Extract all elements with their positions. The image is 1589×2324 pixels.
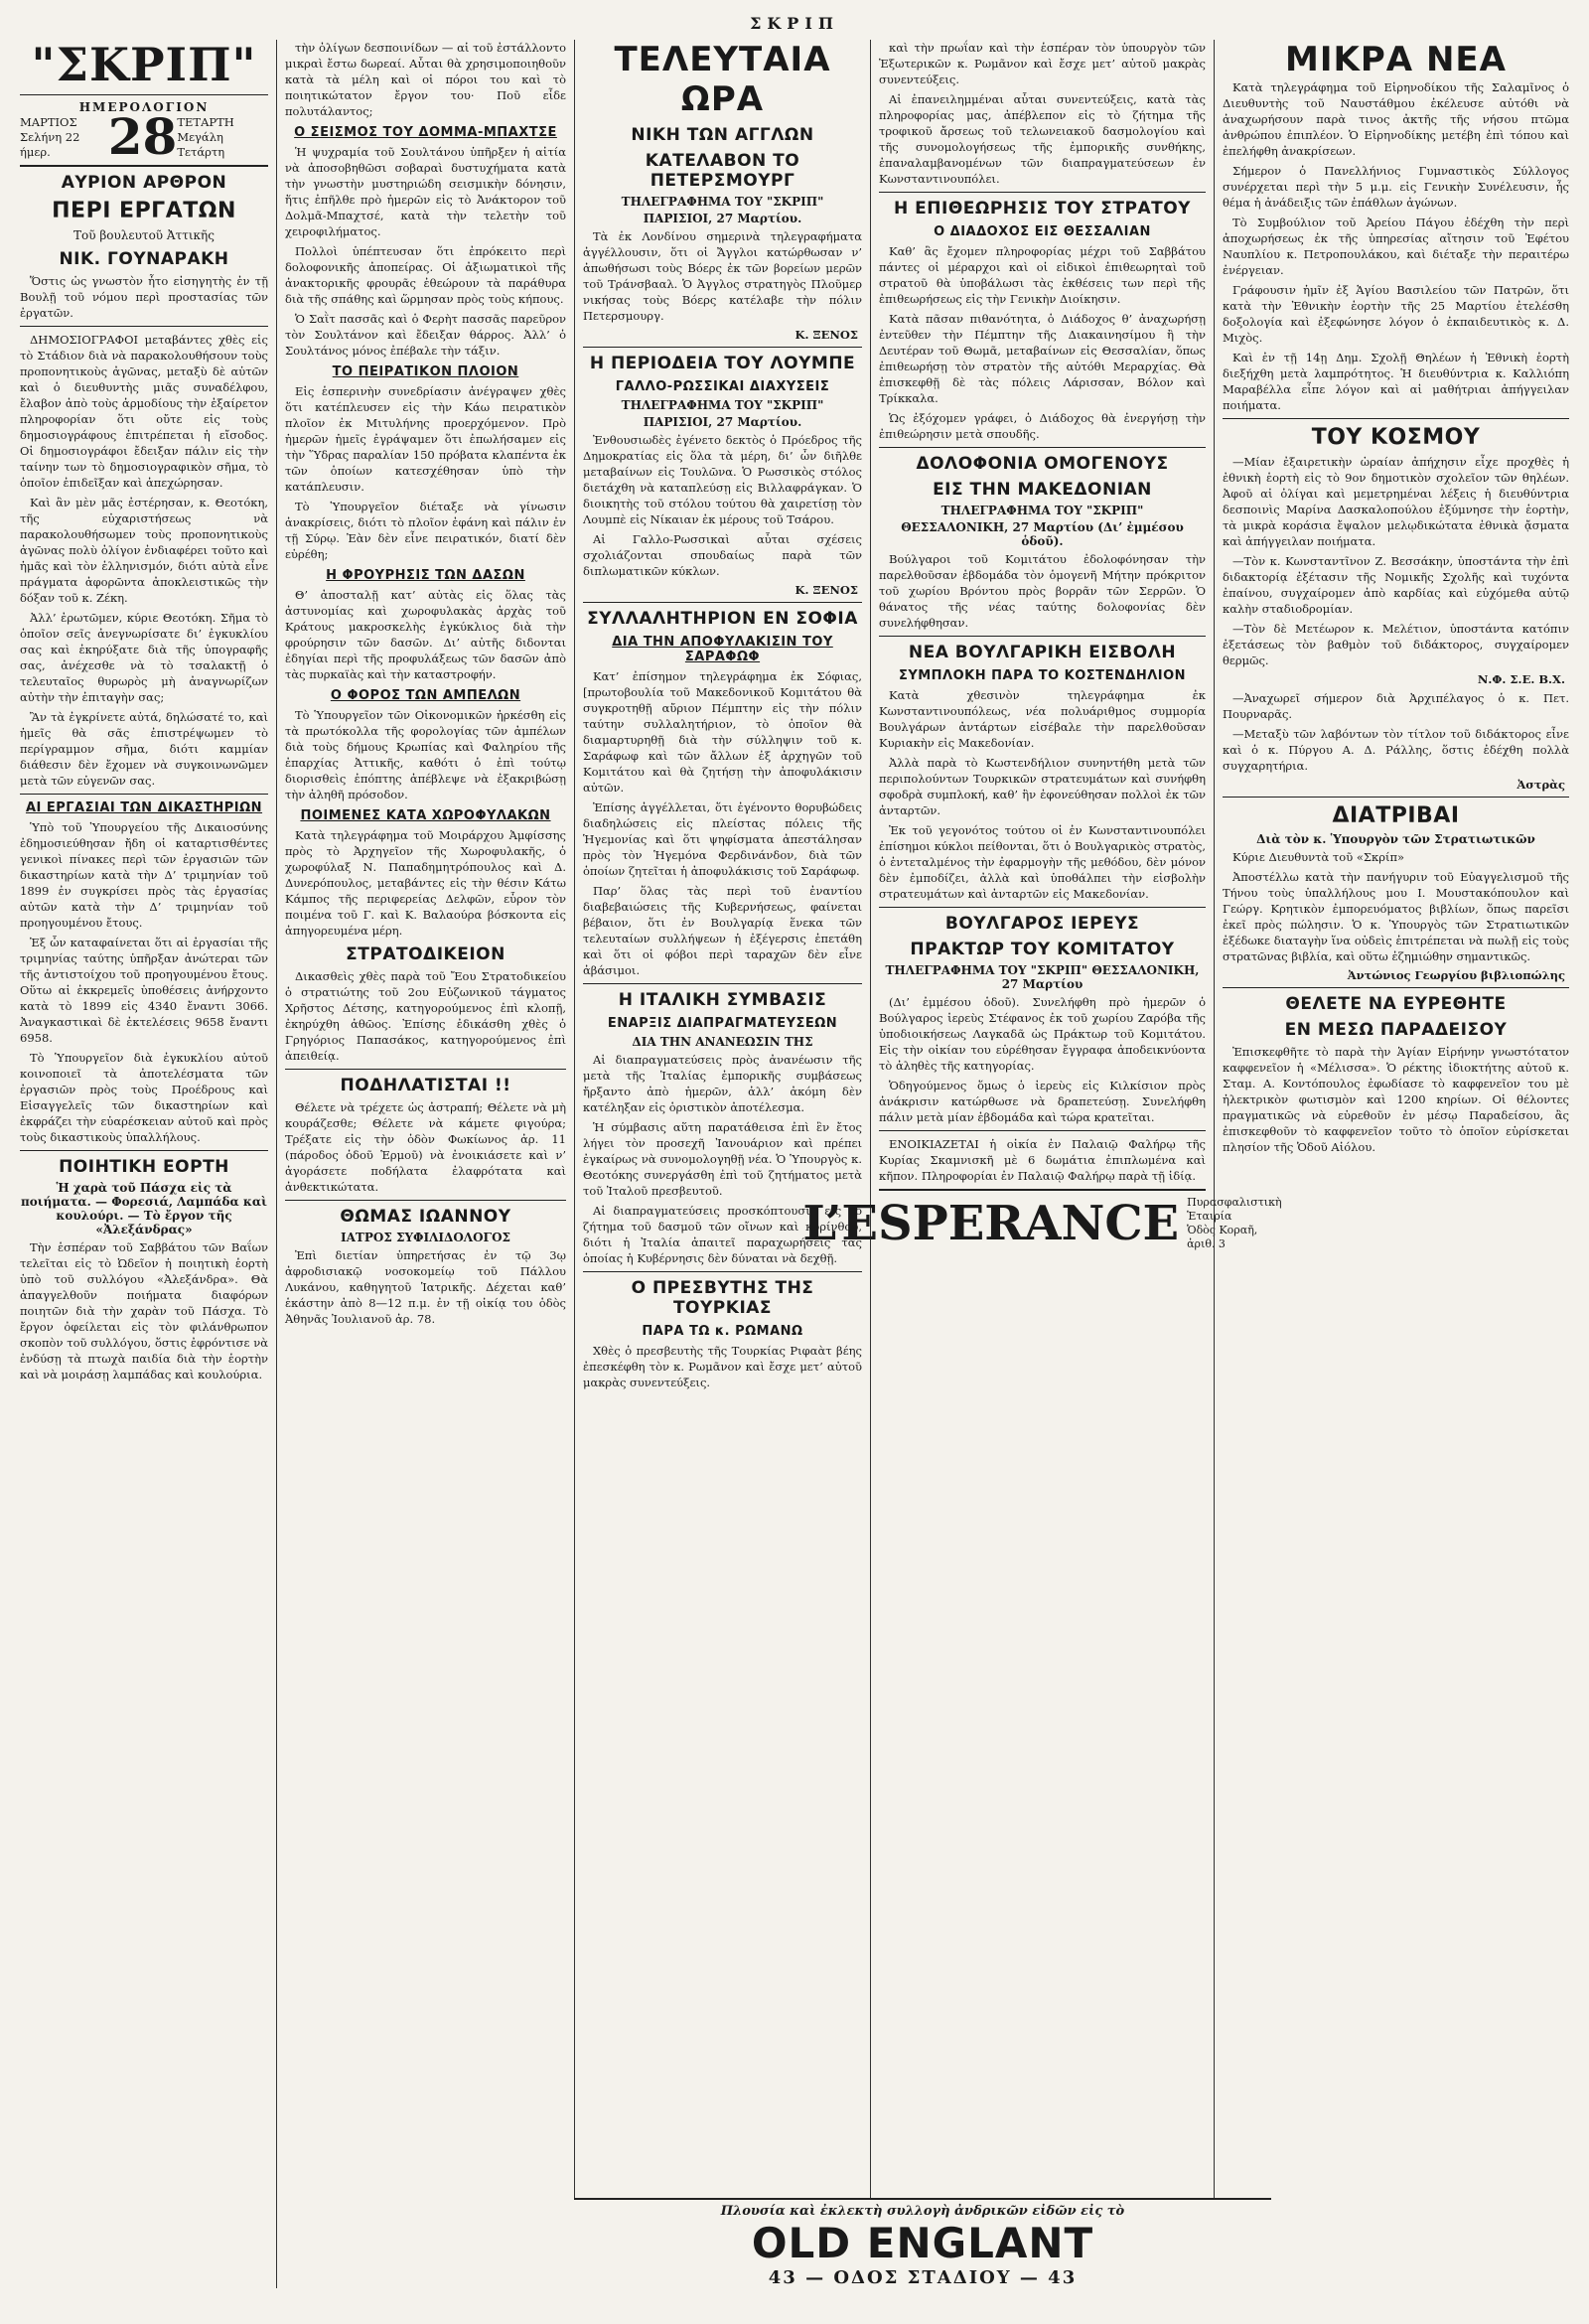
signature: Ἀστρὰς (1517, 778, 1565, 792)
esperance-ad (802, 1196, 1282, 1251)
article-paragraph: Παρ’ ὅλας τὰς περὶ τοῦ ἐναντίου διαβεβαιώσεις τῆς Κυβερνήσεως, φαίνεται βέβαιον, ὅτι ἐν Βουλγαρίᾳ ἕνεκα τῶν τελευταίων συλλήψεων ἡ ἐξέγερσις ἐπετάθη καὶ ὅτι οἱ φόβοι περὶ ταραχῶν δὲν εἶνε ἀβάσιμοι. (583, 884, 862, 977)
society-item: —Τὸν δὲ Μετέωρον κ. Μελέτιον, ὑποστάντα κατόπιν ἐξετάσεως τὸν βαθμὸν τοῦ διδάκτορος, συγχαίρομεν θερμῶς. (1223, 622, 1569, 667)
divider (20, 794, 268, 795)
ad-address: 43 — ΟΔΟΣ ΣΤΑΔΙΟΥ — 43 (768, 2267, 1078, 2288)
article-paragraph: Ὡς ἐξόχομεν γράφει, ὁ Διάδοχος θὰ ἐνεργήσῃ τὴν ἐπιθεώρησιν μετὰ σπουδῆς. (879, 411, 1206, 441)
article-paragraph: Αἱ ἐπανειλημμέναι αὗται συνεντεύξεις, κατὰ τὰς πληροφορίας μας, ἀπέβλεπον εἰς τὸ ζήτημα τῆς τροφικοῦ ἄρσεως τοῦ τελωνειακοῦ δασμολογίου καὶ τῆς συνομολογήσεως τῆς ἐμπορικῆς συνθήκης, ἐπαναλαμβανομένων τῶν διαπραγματεύσεων ἐν Κωνσταντινουπόλει. (879, 92, 1206, 186)
headline: ΚΑΤΕΛΑΒΟΝ ΤΟ ΠΕΤΕΡΣΜΟΥΡΓ (645, 151, 800, 191)
news-item: Σήμερον ὁ Πανελλήνιος Γυμναστικὸς Σύλλογος συνέρχεται περὶ τὴν 5 μ.μ. εἰς Γενικὴν Συνέλευσιν, ἧς θέμα ἡ ἀνάδειξις τῶν ἐπάθλων ἀγώνων. (1223, 164, 1569, 210)
article-paragraph: Αἱ διαπραγματεύσεις προσκόπτουσιν εἰς τὸ ζήτημα τοῦ δασμοῦ τῶν οἴνων καὶ κορίνθου, διότι ἡ Ἰταλία ἀπαιτεῖ παραχωρήσεις τὰς ὁποίας ἡ Κυβέρνησις δὲν δύναται νὰ δεχθῇ. (583, 1204, 862, 1265)
article-paragraph: Κατὰ τηλεγράφημα τοῦ Μοιράρχου Ἀμφίσσης πρὸς τὸ Ἀρχηγεῖον τῆς Χωροφυλακῆς, ὁ χωροφύλαξ Ν. Παπαδημητρόπουλος καὶ Δ. Δυνερόπουλος, μεταβάντες εἰς τὴν θέσιν Κάτω Κάμπος τῆς περιφερείας Δελφῶν, εὗρον τὸν ποιμένα τοῦ Γ. καὶ Κ. Βαλαούρα βόσκοντα εἰς ἀπηγορευμένα μέρη. (285, 828, 566, 938)
headline: ΕΝ ΜΕΣΩ ΠΑΡΑΔΕΙΣΟΥ (1284, 1020, 1508, 1040)
subheadline: ΔΙΑ ΤΗΝ ΑΝΑΝΕΩΣΙΝ ΤΗΣ (632, 1035, 813, 1049)
article-paragraph: Τὴν ἑσπέραν τοῦ Σαββάτου τῶν Βαΐων τελεῖται εἰς τὸ Ὠδεῖον ἡ ποιητικὴ ἑορτὴ ὑπὸ τοῦ συλλόγου «Ἀλεξάνδρα». Θὰ ἀπαγγελθοῦν ποιήματα διαφόρων ποιητῶν διὰ τὴν χαρὰν τοῦ Πάσχα. Τὸ ἔργον ὀφείλεται εἰς τὸν φιλάνθρωπον σκοπὸν τοῦ συλλόγου, ὅστις ἐφρόντισε νὰ ἐνδύσῃ τὰ πτωχὰ παιδία διὰ τὴν ἑορτὴν καὶ νὰ μοιράσῃ λαμπάδας καὶ κουλούρια. (20, 1240, 268, 1381)
column-5 (1214, 40, 1569, 2288)
headline: ΠΟΙΜΕΝΕΣ ΚΑΤΑ ΧΩΡΟΦΥΛΑΚΩΝ (300, 808, 551, 823)
signature: Ἀντώνιος Γεωργίου βιβλιοπώλης (1347, 968, 1565, 982)
newspaper-page (20, 14, 1569, 2288)
headline: ΕΙΣ ΤΗΝ ΜΑΚΕΔΟΝΙΑΝ (933, 480, 1152, 500)
column-3 (574, 40, 870, 2288)
headline: ΘΕΛΕΤΕ ΝΑ ΕΥΡΕΘΗΤΕ (1285, 994, 1507, 1014)
telegram-label: ΤΗΛΕΓΡΑΦΗΜΑ ΤΟΥ "ΣΚΡΙΠ" ΘΕΣΣΑΛΟΝΙΚΗ, 27 Μαρτίου (885, 963, 1200, 991)
headline: ΠΑΡΑ ΤΩ κ. ΡΩΜΑΝΩ (642, 1324, 803, 1339)
article-paragraph: Βούλγαροι τοῦ Κομιτάτου ἐδολοφόνησαν τὴν παρελθοῦσαν ἑβδομάδα τὸν ὁμογενῆ Μήτην πρόκριτον τοῦ χωρίου Βρόντου πρὸς βορρᾶν τῶν Σερρῶν. Ὁ θάνατος τῆς νέας ταύτης δολοφονίας δὲν συνελήφθησαν. (879, 552, 1206, 630)
divider (879, 192, 1206, 193)
headline: Ο ΣΕΙΣΜΟΣ ΤΟΥ ΔΟΜΜΑ-ΜΠΑΧΤΣΕ (294, 125, 557, 140)
news-item: Γράφουσιν ἡμῖν ἐξ Ἁγίου Βασιλείου τῶν Πατρῶν, ὅτι κατὰ τὴν Ἐθνικὴν ἑορτὴν τῆς 25 Μαρτίου ἐτελέσθη δοξολογία καὶ ἐξεφώνησε λόγον ὁ ἐκπαιδευτικὸς κ. Δ. Μιχὸς. (1223, 283, 1569, 345)
article-paragraph: Κατὰ πᾶσαν πιθανότητα, ὁ Διάδοχος θ’ ἀναχωρήσῃ ἐντεῦθεν τὴν Πέμπτην τῆς Διακαινησίμου ἢ τὴν Δευτέραν τοῦ Θωμᾶ, μεταβαίνων εἰς Θεσσαλίαν, ὅπως ἐπιθεωρήσῃ τὸν στρατὸν τῆς αὐτόθι Μεραρχίας. Θὰ ἐπισκεφθῇ δὲ τὰς πόλεις Λάρισσαν, Βόλον καὶ Τρίκκαλα. (879, 312, 1206, 405)
month: ΜΑΡΤΙΟΣ (20, 114, 77, 129)
column-1 (20, 40, 276, 2288)
subheadline: Ἡ χαρὰ τοῦ Πάσχα εἰς τὰ ποιήματα. — Φορεσιά, Λαμπάδα καὶ κουλούρι. — Τὸ ἔργον τῆς «Ἀλεξάνδρας» (21, 1181, 267, 1236)
article-paragraph: Ἀλλ’ ἐρωτῶμεν, κύριε Θεοτόκη. Σῆμα τὸ ὁποῖον σεῖς ἀνεγνωρίσατε δι’ ἐγκυκλίου σας καὶ ἐκηρύξατε διὰ τῆς ὑπογραφῆς σας, ἀνέχεσθε νὰ τὸ τσαλακτῇ ὁ τελευταῖος θυρωρὸς μὴ ἀναγνωρίζων αὐτὴν τὴν ἐπιταγὴν σας; (20, 611, 268, 704)
divider (879, 1130, 1206, 1131)
headline: Η ΠΕΡΙΟΔΕΙΑ ΤΟΥ ΛΟΥΜΠΕ (589, 354, 856, 373)
dateline: ΘΕΣΣΑΛΟΝΙΚΗ, 27 Μαρτίου (Δι’ ἐμμέσου ὁδοῦ). (901, 520, 1184, 548)
news-item: Κατὰ τηλεγράφημα τοῦ Εἰρηνοδίκου τῆς Σαλαμῖνος ὁ Διευθυντὴς τοῦ Ναυστάθμου ἐκέλευσε αὐτόθι νὰ ἀναχωρήσουν παρὰ τινος ἀκτῆς τῆς νήσου πτῶμα ἀνθρώπου ἐπιπλέον. Ὁ Εἰρηνοδίκης μετέβη ἐπὶ τόπου καὶ ἐπελήφθη ἀνακρίσεων. (1223, 80, 1569, 158)
headline: ΣΤΡΑΤΟΔΙΚΕΙΟΝ (346, 944, 506, 964)
article-paragraph: Κατ’ ἐπίσημον τηλεγράφημα ἐκ Σόφιας, [πρωτοβουλία τοῦ Μακεδονικοῦ Κομιτάτου θὰ συγκροτηθῇ αὔριον Πέμπτην εἰς τὴν πόλιν ταύτην συλλαλητήριον, τὸ ὁποῖον θὰ διαμαρτυρηθῇ διὰ τὴν σύλληψιν τοῦ κ. Σαράφωφ καὶ τῶν ἄλλων ἐξ ἀρχηγῶν τοῦ Κομιτάτου καὶ θὰ ζητήσῃ τὴν ἀποφυλάκισιν αὐτῶν. (583, 669, 862, 795)
society-item: —Μίαν ἐξαιρετικὴν ὡραίαν ἀπήχησιν εἶχε προχθὲς ἡ ἐθνικὴ ἑορτὴ εἰς τὸ 9ον δημοτικὸν σχολεῖον τῶν θηλέων. Ἀφοῦ αἱ ὀλίγαι καὶ μεμετρημέναι λέξεις ἡ διευθύντρια δεσποινὶς Μαρίνα Δασκαλοπούλου ἐξύμνησε τὴν ἑορτὴν, τὰ μικρὰ κοράσια ἔψαλον μελῳδικώτατα ἐθνικὰ ᾄσματα καὶ ἀπήγγειλαν ποιήματα. (1223, 455, 1569, 548)
ad-store-name: OLD ENGLANT (751, 2219, 1094, 2267)
headline: ΤΟ ΠΕΙΡΑΤΙΚΟΝ ΠΛΟΙΟΝ (332, 364, 519, 379)
esperance-type: Πυρασφαλιστικὴ Ἑταιρία (1187, 1196, 1282, 1223)
moon-phase: Σελήνη 22 ήμερ. (20, 129, 80, 159)
article-paragraph: τὴν ὀλίγων δεσποινίδων — αἱ τοῦ ἐστάλλοντο μικραὶ ἔστω δωρεαί. Αὗται θὰ χρησιμοποιηθοῦν κατὰ τὰ μέλη καὶ οἱ πόροι του καὶ τὸ ποιητικώτατον ἔργον του· Ποῦ εἶδε πολυτάλαντος; (285, 41, 566, 118)
day-number: 28 (107, 107, 178, 166)
headline: ΝΕΑ ΒΟΥΛΓΑΡΙΚΗ ΕΙΣΒΟΛΗ (908, 643, 1177, 662)
headline: ΑΙ ΕΡΓΑΣΙΑΙ ΤΩΝ ΔΙΚΑΣΤΗΡΙΩΝ (25, 800, 263, 815)
headline: Ο ΔΙΑΔΟΧΟΣ ΕΙΣ ΘΕΣΣΑΛΙΑΝ (934, 224, 1151, 239)
article-paragraph: Τὸ Ὑπουργεῖον διὰ ἐγκυκλίου αὐτοῦ κοινοποιεῖ τὰ ἀποτελέσματα τῶν ἐργασιῶν πρὸς τοὺς Προέδρους καὶ Εἰσαγγελεῖς τῶν δικαστηρίων καὶ ἐκφράζει τὴν εὐαρέσκειαν αὐτοῦ καὶ πρὸς τοὺς δικαστικοὺς ὑπαλλήλους. (20, 1051, 268, 1144)
byline-name: ΝΙΚ. ΓΟΥΝΑΡΑΚΗ (59, 249, 229, 269)
news-item: Τὸ Συμβούλιον τοῦ Ἀρείου Πάγου ἐδέχθη τὴν περὶ ἀποχωρήσεως ἐκ τῆς ὑπηρεσίας αἴτησιν τοῦ Ἐφέτου Ναυπλίου κ. Πετροπουλάκου, καὶ διέταξε τὴν περαιτέρω ἐνέργειαν. (1223, 216, 1569, 277)
subheadline: Διὰ τὸν κ. Ὑπουργὸν τῶν Στρατιωτικῶν (1256, 832, 1535, 846)
headline: ΘΩΜΑΣ ΙΩΑΝΝΟΥ (340, 1207, 511, 1227)
article-paragraph: ΔΗΜΟΣΙΟΓΡΑΦΟΙ μεταβάντες χθὲς εἰς τὸ Στάδιον διὰ νὰ παρακολουθήσουν τοὺς προπονητικοὺς ἀγῶνας, μεταξὺ δὲ αὐτῶν καὶ ὁ διευθυντὴς μιᾶς συναδέλφου, ἔλαβον ἀπὸ τοὺς ἁρμοδίους τὴν ἐξαίρετον πληροφορίαν ὅτι οὔτε εἰς τοὺς δημοσιογράφους ἐπιτρέπεται ἡ εἴσοδος. Οἱ δημοσιογράφοι ἔδειξαν πάλιν εἰς τὴν ταίνην των τὸ δημοσιογραφικὸν σῆμα, τὸ ὁποῖον ἐπιδεῖξαν καὶ ἀπεχώρησαν. (20, 333, 268, 490)
article-paragraph: Θ’ ἀποσταλῇ κατ’ αὐτὰς εἰς ὅλας τὰς ἀστυνομίας καὶ χωροφυλακὰς ἀρχὰς τοῦ Κράτους μακροσκελὴς ἐγκύκλιος διὰ τὴν φρούρησιν τῶν δασῶν. Δι’ αὐτῆς διδονται ἐδηγίαι περὶ τῆς προφυλάξεως τῶν δασῶν ἀπὸ τὰς πυρκαϊὰς καὶ τὴν καταστροφήν. (285, 588, 566, 681)
article-paragraph: Ἐπίσης ἀγγέλλεται, ὅτι ἐγένοντο θορυβώδεις διαδηλώσεις εἰς πλείστας πόλεις τῆς Ἡγεμονίας καὶ ὅτι ψηφίσματα ἀπεστάλησαν πρὸς τὸν Ἡγεμόνα Φερδινάνδον, διὰ τῶν ὁποίων ζητεῖται ἡ ἀποφυλάκισις τοῦ Σαράφωφ. (583, 800, 862, 878)
society-item: —Μεταξὺ τῶν λαβόντων τὸν τίτλον τοῦ διδάκτορος εἶνε καὶ ὁ κ. Πύργου Α. Δ. Ράλλης, ὅστις ἐδέχθη πολλὰ συγχαρητήρια. (1223, 727, 1569, 773)
advert-paragraph: Θέλετε νὰ τρέχετε ὡς ἀστραπή; Θέλετε νὰ μὴ κουράζεσθε; Θέλετε νὰ κάμετε φιγούρα; Τρέξατε εἰς τὴν ὁδὸν Φωκίωνος ἀρ. 11 (πάροδος ὁδοῦ Ἑρμοῦ) νὰ ἐνοικιάσετε καὶ ν’ ἀγοράσετε ποδήλατα ἐλαφρότατα καὶ ἀνθεκτικώτατα. (285, 1100, 566, 1194)
headline: ΠΟΙΗΤΙΚΗ ΕΟΡΤΗ (59, 1157, 229, 1177)
divider (1223, 797, 1569, 798)
divider (879, 447, 1206, 448)
headline: Η ΕΠΙΘΕΩΡΗΣΙΣ ΤΟΥ ΣΤΡΑΤΟΥ (894, 199, 1191, 218)
esperance-name: L’ESPERANCE (802, 1196, 1180, 1251)
headline: ΔΟΛΟΦΟΝΙΑ ΟΜΟΓΕΝΟΥΣ (916, 454, 1169, 474)
headline: ΓΑΛΛΟ-ΡΩΣΣΙΚΑΙ ΔΙΑΧΥΣΕΙΣ (615, 379, 830, 394)
article-paragraph: Ἡ σύμβασις αὕτη παρατάθεισα ἐπὶ ἓν ἔτος λήγει τὸν προσεχῆ Ἰανουάριον καὶ πρέπει ἐγκαίρως νὰ συνομολογηθῇ νέα. Ὁ Ὑπουργὸς κ. Θεοτόκης συνεργάσθη ἐπὶ τοῦ ζητήματος μετὰ τοῦ Ἰταλοῦ πρεσβευτοῦ. (583, 1120, 862, 1198)
telegram-label: ΤΗΛΕΓΡΑΦΗΜΑ ΤΟΥ "ΣΚΡΙΠ" (621, 195, 824, 209)
headline: ΕΝΑΡΞΙΣ ΔΙΑΠΡΑΓΜΑΤΕΥΣΕΩΝ (607, 1016, 838, 1031)
headline: ΑΥΡΙΟΝ ΑΡΘΡΟΝ (61, 173, 227, 193)
dateline: ΠΑΡΙΣΙΟΙ, 27 Μαρτίου. (643, 212, 802, 225)
divider (20, 326, 268, 327)
headline: Ο ΦΟΡΟΣ ΤΩΝ ΑΜΠΕΛΩΝ (330, 688, 521, 703)
calendar-title: ΗΜΕΡΟΛΟΓΙΟΝ (78, 100, 210, 114)
headline: ΠΕΡΙ ΕΡΓΑΤΩΝ (52, 199, 236, 223)
headline: ΠΡΑΚΤΩΡ ΤΟΥ ΚΟΜΙΤΑΤΟΥ (910, 940, 1175, 959)
headline: Η ΙΤΑΛΙΚΗ ΣΥΜΒΑΣΙΣ (618, 990, 827, 1010)
divider (583, 347, 862, 348)
article-paragraph: καὶ τὴν πρωΐαν καὶ τὴν ἑσπέραν τὸν ὑπουργὸν τῶν Ἐξωτερικῶν κ. Ρωμᾶνον καὶ ἔσχε μετ’ αὐτοῦ μακρὰς συνεντεύξεις. (879, 41, 1206, 86)
divider (285, 1200, 566, 1201)
classified-ad: ΕΝΟΙΚΙΑΖΕΤΑΙ ἡ οἰκία ἐν Παλαιῷ Φαλήρῳ τῆς Κυρίας Σκαμνισκῆ μὲ 6 δωμάτια ἐπιπλωμένα καὶ κῆπον. Πληροφορίαι ἐν Παλαιῷ Φαλήρῳ παρὰ τῇ ἰδίᾳ. (879, 1137, 1206, 1183)
article-paragraph: Εἰς ἑσπερινὴν συνεδρίασιν ἀνέγραψεν χθὲς ὅτι κατέπλευσεν εἰς τὴν Κάω πειρατικὸν πλοῖον ἐκ Μιτυλήνης προερχόμενον. Πρὸ ἡμερῶν ἡμεῖς ἐγράψαμεν ὅτι ἐπωλήσαμεν εἰς τὴν Ὕδρας παραλίαν 150 πρόβατα κλαπέντα ἐκ τῶν ὁποίων κατεσχέθησαν ὑπὸ τὴν κατάπλευσιν. (285, 384, 566, 494)
article-paragraph: Χθὲς ὁ πρεσβευτὴς τῆς Τουρκίας Ριφαὰτ βέης ἐπεσκέφθη τὸν κ. Ρωμᾶνον καὶ ἔσχε μετ’ αὐτοῦ μακρὰς συνεντεύξεις. (583, 1344, 862, 1389)
byline: Τοῦ βουλευτοῦ Ἀττικῆς (73, 228, 215, 242)
article-paragraph: Τὸ Ὑπουργεῖον τῶν Οἰκονομικῶν ἠρκέσθη εἰς τὰ πρωτόκολλα τῆς φορολογίας τῶν ἀμπέλων διὰ τοὺς δήμους Κρωπίας καὶ Φαληρίου τῆς ἐπαρχίας Ἀττικῆς, καθότι ὁ ἐπὶ τούτῳ διορισθεὶς ἐπόπτης ἀπέβλεψε νὰ ἐξακριβώσῃ τὴν ἀληθῆ πρόσοδον. (285, 708, 566, 801)
columns (20, 40, 1569, 2288)
signature: Ν.Φ. Σ.Ε. Β.Χ. (1477, 672, 1565, 686)
letter-salutation: Κύριε Διευθυντὰ τοῦ «Σκρίπ» (1232, 850, 1405, 864)
article-paragraph: Ἐξ ὧν καταφαίνεται ὅτι αἱ ἐργασίαι τῆς τριμηνίας ταύτης ὑπῆρξαν ἀνώτεραι τῶν τῆς ἀντιστοίχου τοῦ προηγουμένου ἔτους. Οὕτω αἱ ἐκκρεμεῖς ὑποθέσεις ἀνήρχοντο κατὰ τὸ 1899 εἰς 4340 ἔναντι 3066. Ἀναγκαστικαὶ δὲ ἐκτελέσεις 9658 ἔναντι 6958. (20, 936, 268, 1045)
divider (583, 602, 862, 603)
divider (20, 94, 268, 95)
article-paragraph: Ἐκ τοῦ γεγονότος τούτου οἱ ἐν Κωνσταντινουπόλει ἐπίσημοι κύκλοι πείθονται, ὅτι ὁ Βουλγαρικὸς στρατὸς, ὁ ἐντεταλμένος τὴν ἐφαρμογὴν τῆς μεθόδου, δὲν μόνον δὲν ἐμποδίζει, ἀλλὰ καὶ ὑποθάλπει τὴν εἰσβολὴν στρατευμάτων καὶ ἀνταρτῶν εἰς Μακεδονίαν. (879, 823, 1206, 901)
column-2 (276, 40, 574, 2288)
headline: ΣΥΜΠΛΟΚΗ ΠΑΡΑ ΤΟ ΚΟΣΤΕΝΔΗΛΙΟΝ (898, 668, 1187, 683)
weekday: ΤΕΤΑΡΤΗ (177, 114, 234, 129)
article-paragraph: (Δι’ ἐμμέσου ὁδοῦ). Συνελήφθη πρὸ ἡμερῶν ὁ Βούλγαρος ἱερεὺς Στέφανος ἐκ τοῦ χωρίου Ζαρόβα τῆς ὑποδιοικήσεως Λαγκαδᾶ ὡς Πράκτωρ τοῦ Κομιτάτου. Εἰς τὴν οἰκίαν του εὑρέθησαν ἔγγραφα ἀποδεικνύοντα τὸ ἀληθὲς τῆς κατηγορίας. (879, 995, 1206, 1073)
headline: Η ΦΡΟΥΡΗΣΙΣ ΤΩΝ ΔΑΣΩΝ (326, 568, 525, 583)
headline: ΔΙΑΤΡΙΒΑΙ (1332, 803, 1460, 828)
date-right (177, 115, 268, 160)
headline-banner: ΤΕΛΕΥΤΑΙΑ ΩΡΑ (614, 40, 831, 119)
signature: Κ. ΞΕΝΟΣ (794, 583, 858, 597)
article-paragraph: Ὁ Σαῒτ πασσᾶς καὶ ὁ Φερὴτ πασσᾶς παρεῦρον τὸν Σουλτάνον καὶ ἔδειξαν θάρρος. Ἀλλ’ ὁ Σουλτάνος μόνος ἐπέβαλε τὴν τάξιν. (285, 312, 566, 358)
article-paragraph: Καὶ ἂν μὲν μᾶς ἐστέρησαν, κ. Θεοτόκη, τῆς εὐχαριστήσεως νὰ παρακολουθήσωμεν τοὺς προπονητικοὺς ἀγῶνας πολὺ ὀλίγον ἐνδιαφέρει τοῦτο καὶ ἡμᾶς καὶ τὸν ἑλληνισμόν, διότι αὐτὰ εἶνε πράγματα ἀφορῶντα ἀποκλειστικῶς τὴν δόξαν τοῦ κ. Ζέκη. (20, 496, 268, 605)
divider (1223, 418, 1569, 419)
headline: ΤΟΥ ΚΟΣΜΟΥ (1311, 425, 1481, 450)
telegram-label: ΤΗΛΕΓΡΑΦΗΜΑ ΤΟΥ "ΣΚΡΙΠ" (940, 504, 1144, 517)
article-paragraph: Ὑπὸ τοῦ Ὑπουργείου τῆς Δικαιοσύνης ἐδημοσιεύθησαν ἤδη οἱ καταρτισθέντες γενικοὶ πίνακες περὶ τῶν ἐργασιῶν τῶν δικαστηρίων κατὰ τὴν Δ’ τριμηνίαν τοῦ 1899 ἐν συγκρίσει πρὸς τὰς ἐργασίας αὐτῶν κατὰ τὴν Δ’ τριμηνίαν τοῦ προηγουμένου ἔτους. (20, 820, 268, 930)
society-item: —Τὸν κ. Κωνσταντῖνον Ζ. Βεσσάκην, ὑποστάντα τὴν ἐπὶ διδακτορίᾳ ἐξέτασιν τῆς Νομικῆς Σχολῆς καὶ τυχόντα ἐπαίνου, συγχαίρομεν ἀπὸ καρδίας καὶ εὐχόμεθα αὐτῷ καλὴν σταδιοδρομίαν. (1223, 554, 1569, 616)
article-paragraph: Ἡ ψυχραμία τοῦ Σουλτάνου ὑπῆρξεν ἡ αἰτία νὰ ἀποσοβηθῶσι σοβαραὶ δυστυχήματα κατὰ τὴν γνωστὴν μυστηριώδη σεισμικὴν δόνησιν, ἥτις ἐπῆλθε πρὸ ἡμερῶν εἰς τὸ Ἀνάκτορον τοῦ Δολμᾶ-Μπαχτσέ, κατὰ τὴν τελετὴν τοῦ χειροφιλήματος. (285, 145, 566, 238)
liturgical-day: Μεγάλη Τετάρτη (177, 129, 225, 159)
article-paragraph: Ὁδηγούμενος ὅμως ὁ ἱερεὺς εἰς Κιλκίσιον πρὸς ἀνάκρισιν κατώρθωσε νὰ δραπετεύσῃ. Συνελήφθη πάλιν μετὰ μίαν ἑβδομάδα καὶ τώρα κρατεῖται. (879, 1079, 1206, 1124)
article-paragraph: Ἐνθουσιωδὲς ἐγένετο δεκτὸς ὁ Πρόεδρος τῆς Δημοκρατίας εἰς ὅλα τὰ μέρη, δι’ ὧν διῆλθε μεταβαίνων εἰς Τουλῶνα. Ὁ Ρωσσικὸς στόλος διετάχθη νὰ καταπλεύσῃ εἰς Βιλλαφράγκαν. Ὁ διοικητὴς τοῦ στόλου τούτου θὰ χαιρετίσῃ τὸν Λουμπὲ εἰς Νίκαιαν ἐκ μέρους τοῦ Τσάρου. (583, 433, 862, 526)
article-intro: Ὅστις ὡς γνωστὸν ἦτο εἰσηγητὴς ἐν τῇ Βουλῇ τοῦ νόμου περὶ προστασίας τῶν ἐργατῶν. (20, 274, 268, 320)
newspaper-logo: "ΣΚΡΙΠ" (31, 38, 257, 91)
article-paragraph: Τὰ ἐκ Λονδίνου σημερινὰ τηλεγραφήματα ἀγγέλλουσιν, ὅτι οἱ Ἄγγλοι κατώρθωσαν ν’ ἀπωθήσωσι τοὺς Βόερς ἐκ τῶν βορείων μερῶν τοῦ Τράνσβααλ. Ὁ Ἀγγλος στρατηγὸς Πλοῦμερ νικήσας τοὺς Βόερς κατέλαβε τὴν πόλιν Πετερσμουργ. (583, 229, 862, 323)
divider (583, 983, 862, 984)
divider (879, 1189, 1206, 1191)
article-paragraph: Δικασθεὶς χθὲς παρὰ τοῦ Ἔου Στρατοδικείου ὁ στρατιώτης τοῦ 2ου Εὐζωνικοῦ τάγματος Χρῆστος Δέτσης, κατηγορούμενος ἐπὶ κλοπῇ, ἐκηρύχθη ἀθῶος. Ἐπίσης ἐδικάσθη χθὲς ὁ Γρηγόριος Παπασάκος, κατηγορούμενος ἐπὶ ἀπειθείᾳ. (285, 969, 566, 1063)
divider (879, 636, 1206, 637)
article-paragraph: Πολλοὶ ὑπέπτευσαν ὅτι ἐπρόκειτο περὶ δολοφονικῆς ἀποπείρας. Οἱ ἀξιωματικοὶ τῆς ἀνακτορικῆς φρουρᾶς ἐθεώρουν τὰ παράθυρα διὰ τῆς σπάθης καὶ ὥρμησαν πρὸς τοὺς κήπους. (285, 244, 566, 306)
divider (285, 1069, 566, 1070)
headline: ΝΙΚΗ ΤΩΝ ΑΓΓΛΩΝ (631, 125, 814, 145)
running-title: ΣΚΡΙΠ (750, 14, 839, 33)
date-left (20, 115, 108, 160)
article-paragraph: Αἱ διαπραγματεύσεις πρὸς ἀνανέωσιν τῆς μετὰ τῆς Ἰταλίας ἐμπορικῆς συμβάσεως ἤρξαντο ἀπὸ ἡμερῶν, ἀλλ’ ἀκόμη δὲν κατέληξαν εἰς ὁριστικὸν ἀποτέλεσμα. (583, 1053, 862, 1114)
article-paragraph: Κατὰ χθεσινὸν τηλεγράφημα ἐκ Κωνσταντινουπόλεως, νέα πολυάριθμος συμμορία Βουλγάρων ἀντάρτων εἰσέβαλε τὴν παρελθοῦσαν Κυριακὴν εἰς Μακεδονίαν. (879, 688, 1206, 750)
headline: Ο ΠΡΕΣΒΥΤΗΣ ΤΗΣ ΤΟΥΡΚΙΑΣ (631, 1278, 814, 1318)
advert-paragraph: Ἐπὶ διετίαν ὑπηρετήσας ἐν τῷ 3ῳ ἀφροδισιακῷ νοσοκομείῳ τοῦ Πάλλου Λυκάνου, καθηγητοῦ Ἱατρικῆς. Δέχεται καθ’ ἑκάστην ἀπὸ 8—12 π.μ. ἐν τῇ οἰκίᾳ του ὁδὸς Ἀθηνᾶς Ἰουλιανοῦ ἀρ. 78. (285, 1248, 566, 1326)
esperance-address: Ὁδὸς Κοραῆ, ἀριθ. 3 (1187, 1224, 1258, 1250)
divider (1223, 987, 1569, 988)
headline: ΠΟΔΗΛΑΤΙΣΤΑΙ !! (340, 1076, 511, 1095)
news-item: Καὶ ἐν τῇ 14ῃ Δημ. Σχολῇ Θηλέων ἡ Ἐθνικὴ ἑορτὴ διεξήχθη μετὰ λαμπρότητος. Ἡ διευθύντρια κ. Καλλιόπη Μαραβέλλα εἶπε λόγον καὶ αἱ μαθήτριαι ἀπήγγειλαν ποιήματα. (1223, 351, 1569, 412)
article-paragraph: Ἂν τὰ ἐγκρίνετε αὐτά, δηλώσατέ το, καὶ ἡμεῖς θὰ σᾶς ἐπιστρέψωμεν τὸ περίγραμμον σῆμα, διότι καμμίαν διάθεσιν δὲν ἔχομεν νὰ συγκοινωνῶμεν μετὰ τῶν εὐγενῶν σας. (20, 710, 268, 788)
divider (583, 1271, 862, 1272)
headline: ΒΟΥΛΓΑΡΟΣ ΙΕΡΕΥΣ (944, 914, 1140, 934)
letter-body: Ἀποστέλλω κατὰ τὴν πανήγυριν τοῦ Εὐαγγελισμοῦ τῆς Τήνου τοὺς ὑπαλλήλους μου Ι. Μουστακόπουλον καὶ Γεώργ. Κρητικὸν ἐμπορευόματος βιβλίων, ὅπως παρεῖσι ἐκεῖ πρὸς πώλησιν. Ὁ κ. Ὑπουργὸς τῶν Στρατιωτικῶν ἐξέδωκε διαταγὴν ἵνα οὐδεὶς ἐπιτρέπεται νὰ πωλῇ εἰς τοὺς στρατῶνας βιβλία, καὶ οὕτω ἐζημιώθην σημαντικῶς. (1223, 870, 1569, 963)
advert-paragraph: Ἐπισκεφθῆτε τὸ παρὰ τὴν Ἁγίαν Εἰρήνην γνωστότατον καφφενεῖον ἡ «Μέλισσα». Ὁ ρέκτης ἰδιοκτήτης αὐτοῦ κ. Σταμ. Α. Κοντόπουλος ἐφωδίασε τὸ καφφενεῖον του μὲ ἠλεκτρικὸν φωτισμὸν καὶ 1200 κηρίων. Οἱ θέλοντες πραγματικῶς νὰ εὑρεθοῦν ἐν μέσῳ Παραδείσου, ἂς ἐπισκεφθοῦν τὸ καφφενεῖον τοῦτο τὸ ὁποῖον εὑρίσκεται πλησίον τῆς Ὁδοῦ Αἰόλου. (1223, 1045, 1569, 1154)
subheadline: ΙΑΤΡΟΣ ΣΥΦΙΛΙΔΟΛΟΓΟΣ (340, 1231, 511, 1244)
signature: Κ. ΞΕΝΟΣ (794, 328, 858, 342)
society-item: —Ἀναχωρεῖ σήμερον διὰ Ἀρχιπέλαγος ὁ κ. Πετ. Πουρναρᾶς. (1223, 691, 1569, 721)
headline: ΔΙΑ ΤΗΝ ΑΠΟΦΥΛΑΚΙΣΙΝ ΤΟΥ ΣΑΡΑΦΩΦ (612, 635, 833, 664)
headline: ΣΥΛΛΑΛΗΤΗΡΙΟΝ ΕΝ ΣΟΦΙΑ (587, 609, 858, 629)
article-paragraph: Ἀλλὰ παρὰ τὸ Κωστενδήλιον συνηντήθη μετὰ τῶν περιπολούντων Τουρκικῶν στρατευμάτων καὶ συνήφθη σφοδρὰ συμπλοκή, καθ’ ἣν ἐφονεύθησαν πολλοὶ ἐκ τῶν ἀνταρτῶν. (879, 756, 1206, 817)
telegram-label: ΤΗΛΕΓΡΑΦΗΜΑ ΤΟΥ "ΣΚΡΙΠ" (621, 398, 824, 412)
divider (879, 907, 1206, 908)
article-paragraph: Καθ’ ἃς ἔχομεν πληροφορίας μέχρι τοῦ Σαββάτου πάντες οἱ μέραρχοι καὶ οἱ εἰδικοὶ ἐπιθεωρηταὶ τοῦ στρατοῦ θὰ ὑποβάλωσι τὰς ἐκθέσεις των περὶ τῆς ἐπιθεωρήσεως εἰς τὴν Γενικὴν Διοίκησιν. (879, 244, 1206, 306)
old-englant-ad (574, 2198, 1271, 2288)
divider (20, 1150, 268, 1151)
headline-banner: ΜΙΚΡΑ ΝΕΑ (1285, 40, 1507, 79)
article-paragraph: Τὸ Ὑπουργεῖον διέταξε νὰ γίνωσιν ἀνακρίσεις, διότι τὸ πλοῖον ἐφάνη καὶ πάλιν ἐν τῇ Σύρῳ. Ἐὰν δὲν εἶνε πειρατικόν, διατί δὲν εὑρέθη; (285, 500, 566, 561)
ad-preface: Πλουσία καὶ ἐκλεκτὴ συλλογὴ ἀνδρικῶν εἰδῶν εἰς τὸ (720, 2204, 1125, 2219)
article-paragraph: Αἱ Γαλλο-Ρωσσικαὶ αὗται σχέσεις σχολιάζονται σπουδαίως παρὰ τῶν διπλωματικῶν κύκλων. (583, 532, 862, 578)
dateline: ΠΑΡΙΣΙΟΙ, 27 Μαρτίου. (643, 415, 802, 429)
